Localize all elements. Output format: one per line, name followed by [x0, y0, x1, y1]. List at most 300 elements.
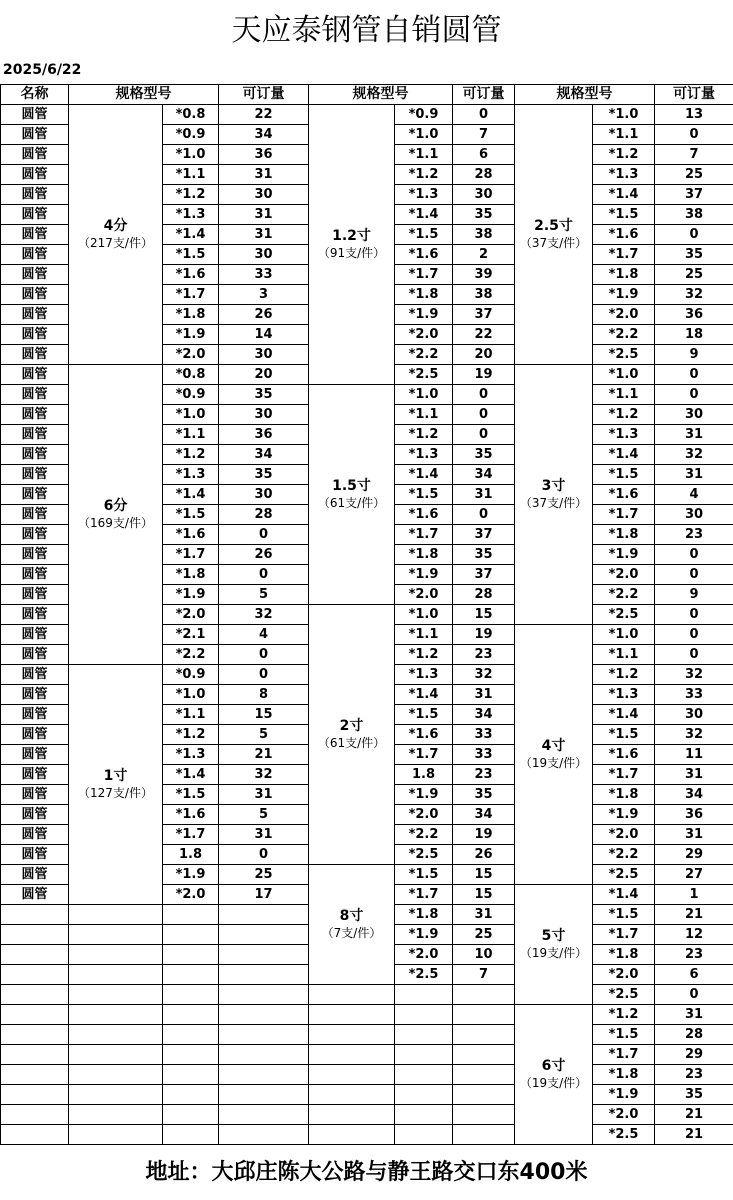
spec-cell: *2.0: [593, 1105, 655, 1125]
qty-cell: 22: [453, 325, 515, 345]
empty-cell: [69, 1045, 163, 1065]
spec-cell: *1.7: [593, 245, 655, 265]
item-name-cell: 圆管: [1, 845, 69, 865]
spec-cell: *1.8: [593, 525, 655, 545]
empty-cell: [395, 1045, 453, 1065]
size-group-pack: （19支/件）: [519, 945, 588, 960]
spec-cell: *1.4: [593, 185, 655, 205]
qty-cell: 1: [655, 885, 733, 905]
size-group-cell: [69, 365, 163, 665]
spec-cell: *1.7: [163, 545, 219, 565]
spec-cell: *1.7: [163, 825, 219, 845]
item-name-cell: [1, 1005, 69, 1025]
spec-cell: *1.7: [395, 885, 453, 905]
size-group-pack: （127支/件）: [78, 785, 153, 800]
qty-cell: 30: [219, 185, 309, 205]
item-name-cell: 圆管: [1, 305, 69, 325]
spec-cell: *1.3: [163, 745, 219, 765]
qty-cell: 19: [453, 365, 515, 385]
spec-cell: *2.5: [593, 985, 655, 1005]
size-group-name: 3寸: [541, 477, 566, 494]
size-group-cell: [309, 385, 395, 605]
empty-cell: [219, 1045, 309, 1065]
spec-cell: *1.6: [395, 725, 453, 745]
stock-table: [0, 84, 733, 1145]
qty-cell: 0: [453, 505, 515, 525]
empty-cell: [219, 1065, 309, 1085]
spec-cell: *1.0: [593, 365, 655, 385]
item-name-cell: 圆管: [1, 265, 69, 285]
empty-cell: [163, 925, 219, 945]
qty-cell: 26: [453, 845, 515, 865]
item-name-cell: 圆管: [1, 685, 69, 705]
spec-cell: *1.8: [395, 545, 453, 565]
spec-cell: *2.2: [593, 845, 655, 865]
item-name-cell: 圆管: [1, 205, 69, 225]
qty-cell: 27: [655, 865, 733, 885]
qty-cell: 10: [453, 945, 515, 965]
qty-cell: 35: [453, 785, 515, 805]
empty-cell: [69, 985, 163, 1005]
qty-cell: 25: [655, 165, 733, 185]
qty-cell: 31: [219, 165, 309, 185]
spec-cell: *0.9: [395, 105, 453, 125]
spec-cell: *1.3: [163, 205, 219, 225]
qty-cell: 0: [219, 845, 309, 865]
qty-cell: 35: [655, 1085, 733, 1105]
item-name-cell: 圆管: [1, 645, 69, 665]
qty-cell: 30: [655, 405, 733, 425]
page-title: 天应泰钢管自销圆管: [231, 13, 502, 48]
empty-cell: [219, 945, 309, 965]
spec-cell: *1.7: [593, 505, 655, 525]
qty-cell: 38: [453, 285, 515, 305]
item-name-cell: 圆管: [1, 105, 69, 125]
empty-cell: [453, 985, 515, 1005]
qty-cell: 39: [453, 265, 515, 285]
qty-cell: 37: [453, 565, 515, 585]
qty-cell: 38: [655, 205, 733, 225]
qty-cell: 36: [655, 305, 733, 325]
spec-cell: *1.3: [395, 665, 453, 685]
empty-cell: [395, 1025, 453, 1045]
qty-cell: 34: [453, 705, 515, 725]
qty-cell: 5: [219, 805, 309, 825]
qty-cell: 4: [219, 625, 309, 645]
item-name-cell: 圆管: [1, 145, 69, 165]
spec-cell: *1.1: [163, 165, 219, 185]
item-name-cell: [1, 945, 69, 965]
table-row: [1, 1105, 733, 1125]
qty-cell: 21: [655, 905, 733, 925]
item-name-cell: [1, 1085, 69, 1105]
qty-cell: 37: [453, 305, 515, 325]
empty-cell: [453, 1025, 515, 1045]
spec-cell: *1.2: [593, 405, 655, 425]
empty-cell: [163, 905, 219, 925]
spec-cell: *1.9: [395, 925, 453, 945]
item-name-cell: 圆管: [1, 325, 69, 345]
spec-cell: *2.1: [163, 625, 219, 645]
qty-cell: 8: [219, 685, 309, 705]
qty-cell: 23: [655, 1065, 733, 1085]
empty-cell: [163, 1025, 219, 1045]
size-group-name: 8寸: [339, 907, 364, 924]
qty-cell: 32: [453, 665, 515, 685]
size-group-name: 5寸: [541, 927, 566, 944]
spec-cell: *1.5: [593, 725, 655, 745]
empty-cell: [219, 965, 309, 985]
empty-cell: [163, 1065, 219, 1085]
empty-cell: [69, 1005, 163, 1025]
spec-cell: *2.0: [395, 585, 453, 605]
qty-cell: 0: [655, 605, 733, 625]
size-group-cell: [515, 365, 593, 625]
item-name-cell: 圆管: [1, 745, 69, 765]
qty-cell: 31: [655, 1005, 733, 1025]
empty-cell: [69, 1025, 163, 1045]
empty-cell: [219, 1005, 309, 1025]
empty-cell: [453, 1065, 515, 1085]
spec-cell: *2.2: [593, 325, 655, 345]
size-group-cell: [515, 885, 593, 1005]
qty-cell: 14: [219, 325, 309, 345]
qty-cell: 36: [219, 425, 309, 445]
empty-cell: [163, 965, 219, 985]
item-name-cell: [1, 1045, 69, 1065]
item-name-cell: [1, 1105, 69, 1125]
empty-cell: [395, 1105, 453, 1125]
table-row: [1, 1065, 733, 1085]
qty-cell: 32: [655, 725, 733, 745]
header-spec: 规格型号: [309, 85, 453, 105]
empty-cell: [453, 1125, 515, 1145]
table-row: [1, 1045, 733, 1065]
spec-cell: *1.0: [395, 605, 453, 625]
item-name-cell: [1, 1025, 69, 1045]
qty-cell: 11: [655, 745, 733, 765]
size-group-cell: [309, 605, 395, 865]
empty-cell: [309, 985, 395, 1005]
item-name-cell: 圆管: [1, 525, 69, 545]
spec-cell: *2.2: [395, 345, 453, 365]
spec-cell: *1.7: [395, 745, 453, 765]
empty-cell: [309, 1045, 395, 1065]
spec-cell: *1.5: [593, 205, 655, 225]
qty-cell: 20: [219, 365, 309, 385]
size-group-name: 2寸: [339, 717, 364, 734]
spec-cell: *1.7: [395, 525, 453, 545]
header-qty: 可订量: [453, 85, 515, 105]
spec-cell: *1.0: [163, 145, 219, 165]
qty-cell: 7: [655, 145, 733, 165]
qty-cell: 37: [453, 525, 515, 545]
empty-cell: [453, 1045, 515, 1065]
qty-cell: 7: [453, 125, 515, 145]
spec-cell: *1.1: [395, 625, 453, 645]
address-footer: 地址：大邱庄陈大公路与静王路交口东400米: [145, 1160, 588, 1185]
item-name-cell: 圆管: [1, 365, 69, 385]
spec-cell: *1.5: [593, 1025, 655, 1045]
qty-cell: 33: [453, 725, 515, 745]
qty-cell: 35: [219, 385, 309, 405]
spec-cell: *1.2: [395, 645, 453, 665]
item-name-cell: 圆管: [1, 785, 69, 805]
qty-cell: 18: [655, 325, 733, 345]
spec-cell: *1.3: [593, 685, 655, 705]
size-group-cell: [309, 105, 395, 385]
empty-cell: [219, 1125, 309, 1145]
qty-cell: 29: [655, 1045, 733, 1065]
spec-cell: *2.5: [593, 345, 655, 365]
empty-cell: [69, 1125, 163, 1145]
spec-cell: *2.5: [593, 865, 655, 885]
spec-cell: *1.5: [163, 785, 219, 805]
spec-cell: *1.4: [163, 765, 219, 785]
spec-cell: *2.0: [395, 945, 453, 965]
size-group-pack: （19支/件）: [519, 1075, 588, 1090]
spec-cell: *1.6: [163, 805, 219, 825]
size-group-pack: （169支/件）: [78, 515, 153, 530]
size-group-name: 1寸: [103, 767, 128, 784]
empty-cell: [163, 1125, 219, 1145]
spec-cell: *1.5: [395, 485, 453, 505]
size-group-pack: （37支/件）: [519, 235, 588, 250]
item-name-cell: 圆管: [1, 865, 69, 885]
spec-cell: *2.0: [593, 305, 655, 325]
spec-cell: *1.0: [593, 105, 655, 125]
spec-cell: *1.2: [163, 185, 219, 205]
spec-cell: *2.0: [163, 885, 219, 905]
qty-cell: 26: [219, 305, 309, 325]
spec-cell: *1.8: [593, 945, 655, 965]
size-group-name: 1.5寸: [332, 477, 371, 494]
qty-cell: 37: [655, 185, 733, 205]
spec-cell: *1.9: [593, 285, 655, 305]
qty-cell: 20: [453, 345, 515, 365]
qty-cell: 0: [219, 565, 309, 585]
item-name-cell: [1, 1065, 69, 1085]
qty-cell: 31: [453, 685, 515, 705]
qty-cell: 31: [655, 765, 733, 785]
spec-cell: *1.5: [395, 865, 453, 885]
spec-cell: *1.5: [593, 465, 655, 485]
spec-cell: *1.4: [163, 485, 219, 505]
empty-cell: [163, 1085, 219, 1105]
spec-cell: *1.9: [395, 565, 453, 585]
item-name-cell: 圆管: [1, 705, 69, 725]
spec-cell: *1.4: [593, 445, 655, 465]
spec-cell: *1.2: [395, 425, 453, 445]
qty-cell: 4: [655, 485, 733, 505]
spec-cell: *1.2: [163, 725, 219, 745]
empty-cell: [69, 925, 163, 945]
spec-cell: 1.8: [395, 765, 453, 785]
item-name-cell: 圆管: [1, 345, 69, 365]
empty-cell: [453, 1105, 515, 1125]
qty-cell: 33: [655, 685, 733, 705]
qty-cell: 33: [453, 745, 515, 765]
item-name-cell: 圆管: [1, 725, 69, 745]
header-spec: 规格型号: [69, 85, 219, 105]
spec-cell: *2.5: [395, 965, 453, 985]
item-name-cell: 圆管: [1, 665, 69, 685]
spec-cell: *2.2: [163, 645, 219, 665]
qty-cell: 0: [453, 405, 515, 425]
qty-cell: 15: [453, 605, 515, 625]
spec-cell: *1.9: [593, 805, 655, 825]
item-name-cell: 圆管: [1, 285, 69, 305]
item-name-cell: 圆管: [1, 225, 69, 245]
qty-cell: 33: [219, 265, 309, 285]
item-name-cell: 圆管: [1, 765, 69, 785]
qty-cell: 0: [655, 225, 733, 245]
stock-table-body: [1, 105, 733, 1145]
spec-cell: *1.3: [395, 185, 453, 205]
qty-cell: 35: [453, 545, 515, 565]
qty-cell: 13: [655, 105, 733, 125]
spec-cell: *1.0: [163, 405, 219, 425]
spec-cell: *1.4: [395, 465, 453, 485]
item-name-cell: [1, 1125, 69, 1145]
empty-cell: [395, 1005, 453, 1025]
qty-cell: 2: [453, 245, 515, 265]
qty-cell: 21: [655, 1105, 733, 1125]
spec-cell: *1.8: [593, 785, 655, 805]
qty-cell: 30: [219, 405, 309, 425]
qty-cell: 0: [219, 645, 309, 665]
size-group-name: 6分: [103, 497, 128, 514]
qty-cell: 30: [655, 705, 733, 725]
qty-cell: 31: [453, 485, 515, 505]
empty-cell: [163, 1105, 219, 1125]
qty-cell: 0: [655, 365, 733, 385]
qty-cell: 23: [655, 945, 733, 965]
size-group-pack: （37支/件）: [519, 495, 588, 510]
empty-cell: [219, 985, 309, 1005]
qty-cell: 32: [655, 285, 733, 305]
spec-cell: *1.6: [395, 505, 453, 525]
table-row: [1, 1085, 733, 1105]
spec-cell: *1.7: [593, 765, 655, 785]
qty-cell: 28: [219, 505, 309, 525]
spec-cell: *1.0: [593, 625, 655, 645]
qty-cell: 30: [219, 245, 309, 265]
spec-cell: *1.9: [593, 1085, 655, 1105]
size-group-name: 1.2寸: [332, 227, 371, 244]
spec-cell: *1.4: [395, 205, 453, 225]
header-qty: 可订量: [219, 85, 309, 105]
item-name-cell: 圆管: [1, 485, 69, 505]
qty-cell: 31: [219, 225, 309, 245]
size-group-pack: （91支/件）: [317, 245, 386, 260]
spec-cell: *1.7: [395, 265, 453, 285]
empty-cell: [395, 1065, 453, 1085]
qty-cell: 23: [453, 765, 515, 785]
empty-cell: [163, 985, 219, 1005]
spec-cell: *2.0: [593, 825, 655, 845]
item-name-cell: 圆管: [1, 625, 69, 645]
qty-cell: 32: [219, 765, 309, 785]
spec-cell: *1.8: [395, 285, 453, 305]
header-spec: 规格型号: [515, 85, 655, 105]
spec-cell: *1.7: [593, 925, 655, 945]
spec-cell: *1.9: [395, 785, 453, 805]
spec-cell: *0.8: [163, 105, 219, 125]
spec-cell: *1.1: [593, 645, 655, 665]
spec-cell: *1.5: [395, 225, 453, 245]
qty-cell: 34: [453, 465, 515, 485]
spec-cell: *1.0: [163, 685, 219, 705]
item-name-cell: 圆管: [1, 245, 69, 265]
spec-cell: *1.6: [163, 525, 219, 545]
qty-cell: 0: [655, 565, 733, 585]
empty-cell: [219, 1105, 309, 1125]
spec-cell: *1.7: [593, 1045, 655, 1065]
empty-cell: [309, 1085, 395, 1105]
header-qty: 可订量: [655, 85, 733, 105]
item-name-cell: 圆管: [1, 825, 69, 845]
spec-cell: *1.9: [593, 545, 655, 565]
spec-cell: *1.2: [593, 1005, 655, 1025]
empty-cell: [219, 1025, 309, 1045]
qty-cell: 30: [655, 505, 733, 525]
qty-cell: 5: [219, 725, 309, 745]
qty-cell: 23: [655, 525, 733, 545]
qty-cell: 23: [453, 645, 515, 665]
qty-cell: 31: [453, 905, 515, 925]
spec-cell: *1.1: [593, 125, 655, 145]
qty-cell: 29: [655, 845, 733, 865]
spec-cell: *0.9: [163, 665, 219, 685]
item-name-cell: 圆管: [1, 185, 69, 205]
qty-cell: 30: [219, 485, 309, 505]
qty-cell: 25: [655, 265, 733, 285]
size-group-pack: （61支/件）: [317, 495, 386, 510]
date-label: 2025/6/22: [3, 62, 82, 78]
qty-cell: 28: [453, 585, 515, 605]
spec-cell: *1.4: [593, 885, 655, 905]
spec-cell: *2.0: [395, 805, 453, 825]
qty-cell: 0: [219, 525, 309, 545]
qty-cell: 0: [453, 425, 515, 445]
spec-cell: *1.4: [395, 685, 453, 705]
empty-cell: [69, 1085, 163, 1105]
item-name-cell: 圆管: [1, 405, 69, 425]
table-row: [1, 1125, 733, 1145]
qty-cell: 31: [219, 825, 309, 845]
spec-cell: *1.3: [163, 465, 219, 485]
qty-cell: 35: [219, 465, 309, 485]
empty-cell: [163, 1045, 219, 1065]
qty-cell: 15: [219, 705, 309, 725]
table-row: [1, 985, 733, 1005]
spec-cell: *1.2: [593, 145, 655, 165]
qty-cell: 3: [219, 285, 309, 305]
qty-cell: 31: [655, 465, 733, 485]
item-name-cell: 圆管: [1, 605, 69, 625]
item-name-cell: [1, 925, 69, 945]
header-name: 名称: [1, 85, 69, 105]
spec-cell: *2.5: [395, 365, 453, 385]
size-group-cell: [309, 865, 395, 985]
spec-cell: *1.5: [593, 905, 655, 925]
spec-cell: *1.8: [593, 1065, 655, 1085]
spec-cell: *1.9: [163, 585, 219, 605]
spec-cell: *2.2: [395, 825, 453, 845]
qty-cell: 34: [655, 785, 733, 805]
size-group-pack: （61支/件）: [317, 735, 386, 750]
